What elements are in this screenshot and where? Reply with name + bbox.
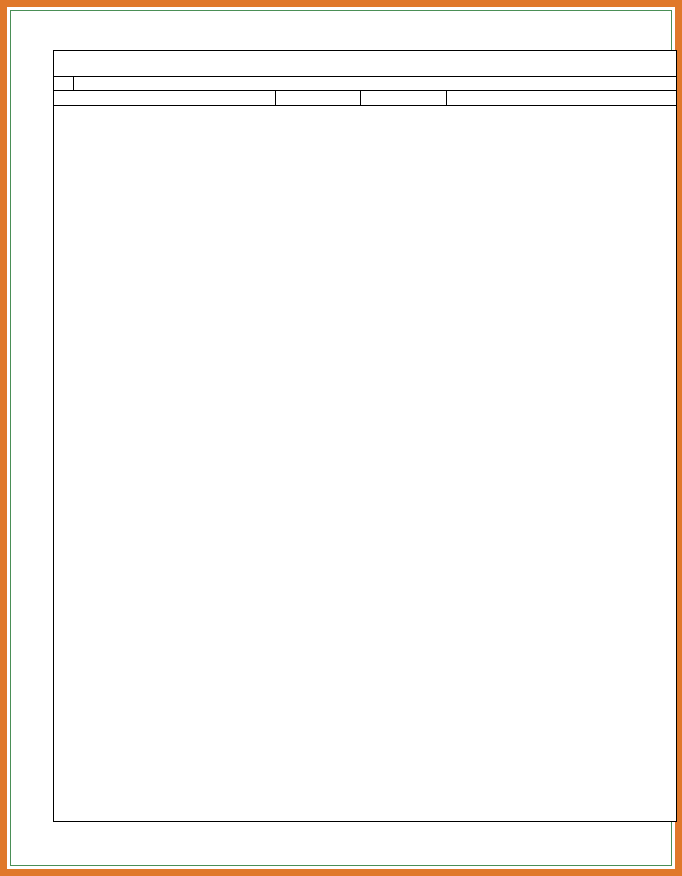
- blank-row: [54, 77, 676, 91]
- expense-sheet: [53, 50, 677, 822]
- header-row: [54, 91, 676, 106]
- title-row: [54, 51, 676, 77]
